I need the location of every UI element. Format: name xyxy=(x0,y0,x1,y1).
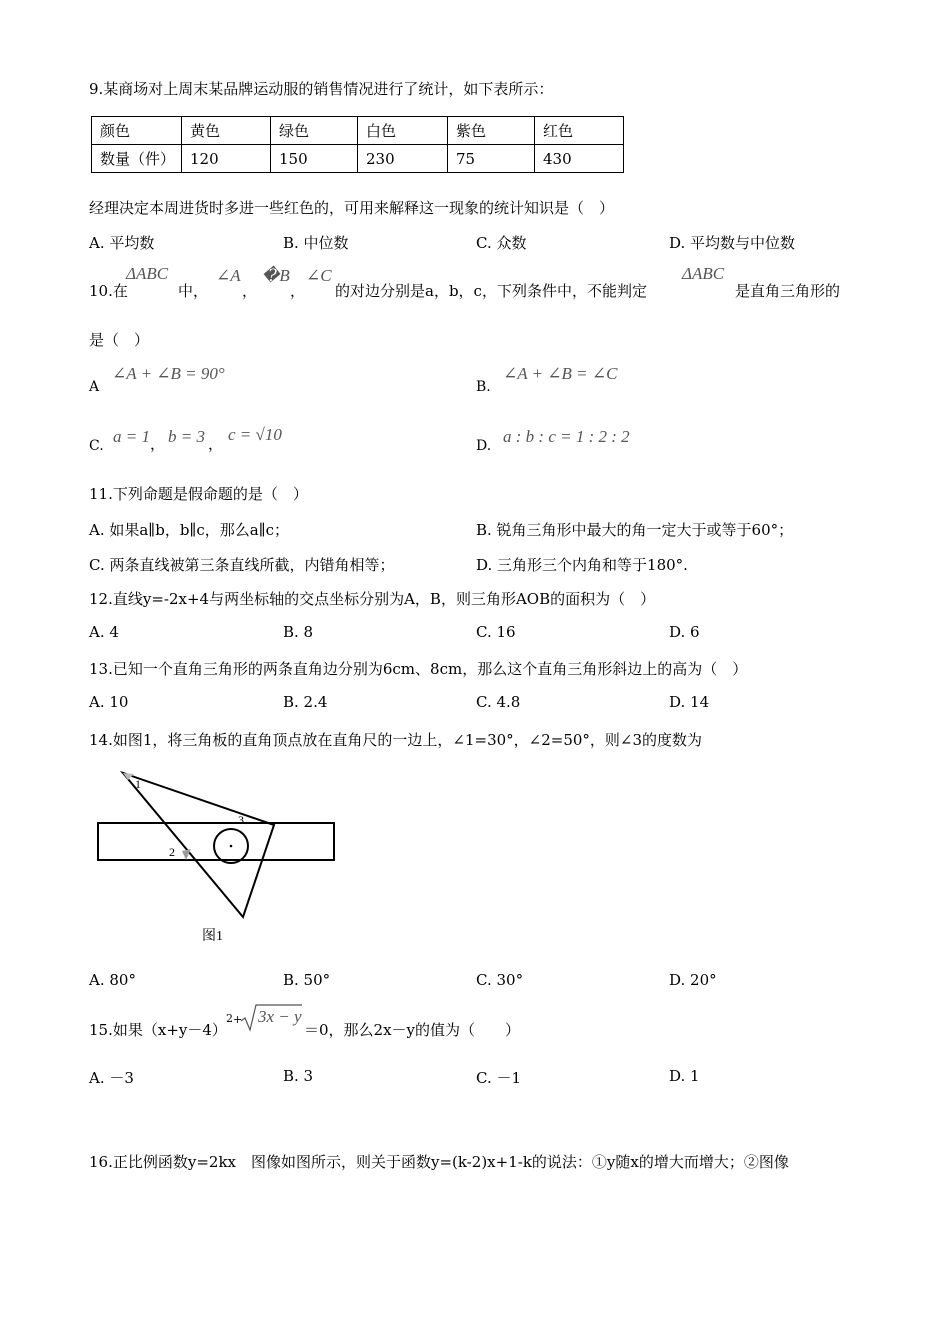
q10-text: ， xyxy=(290,282,306,300)
q11-option-c: C. 两条直线被第三条直线所截，内错角相等； xyxy=(89,556,395,574)
q13-option-d: D. 14 xyxy=(669,693,710,711)
q11-option-a: A. 如果a∥b，b∥c，那么a∥c； xyxy=(89,521,290,539)
label-3: 3 xyxy=(238,813,244,827)
q16-stem: 16.正比例函数y=2kx 图像如图所示，则关于函数y=(k-2)x+1-k的说法：①y随x的增大而增大；②图像 xyxy=(89,1153,789,1171)
table-cell: 230 xyxy=(358,145,448,173)
q10-option-d-math: a : b : c = 1 : 2 : 2 xyxy=(503,427,630,446)
q10-triangle-1: ΔABC xyxy=(126,264,169,283)
q11-option-d: D. 三角形三个内角和等于180°. xyxy=(476,556,688,574)
table-row xyxy=(92,145,624,173)
q14-option-c: C. 30° xyxy=(476,971,524,989)
q15-radicand: 3x − y xyxy=(258,1007,302,1026)
q9-option-c: C. 众数 xyxy=(476,234,527,252)
q10-line2: 是（ ） xyxy=(89,331,150,349)
table-cell: 黄色 xyxy=(182,117,271,145)
q13-option-a: A. 10 xyxy=(89,693,129,711)
q11-stem: 11.下列命题是假命题的是（ ） xyxy=(89,485,308,503)
q12-option-c: C. 16 xyxy=(476,623,516,641)
table-cell: 颜色 xyxy=(92,117,182,145)
table-cell: 430 xyxy=(535,145,624,173)
q10-option-c-label: C. xyxy=(89,438,104,454)
q10-text: 的对边分别是a，b，c，下列条件中，不能判定 xyxy=(335,282,647,300)
q10-angle-b: �B xyxy=(262,266,290,285)
q12-option-d: D. 6 xyxy=(669,623,700,641)
q9-option-a: A. 平均数 xyxy=(89,234,155,252)
q15-text: 15.如果（x+y－4） xyxy=(89,1021,227,1039)
triangle-plate xyxy=(123,773,274,917)
q15-plus: + xyxy=(233,1013,243,1026)
q10-option-c-a: a = 1 xyxy=(113,427,150,446)
q14-option-a: A. 80° xyxy=(89,971,136,989)
q11-option-b: B. 锐角三角形中最大的角一定大于或等于60°； xyxy=(476,521,794,539)
q15-text: ＝0，那么2x－y的值为（ ） xyxy=(304,1021,521,1039)
q9-option-b: B. 中位数 xyxy=(283,234,349,252)
q9-question: 经理决定本周进货时多进一些红色的，可用来解释这一现象的统计知识是（ ） xyxy=(89,199,615,217)
q13-stem: 13.已知一个直角三角形的两条直角边分别为6cm、8cm，那么这个直角三角形斜边上的高为（ ） xyxy=(89,660,748,678)
q9-stem: 9.某商场对上周末某品牌运动服的销售情况进行了统计，如下表所示： xyxy=(89,80,554,98)
q14-option-b: B. 50° xyxy=(283,971,331,989)
q10-option-b-math: ∠A + ∠B = ∠C xyxy=(503,364,618,383)
q10-angle-a: ∠A xyxy=(216,266,241,285)
q9-option-d: D. 平均数与中位数 xyxy=(669,234,796,252)
q10-angle-c: ∠C xyxy=(306,266,332,285)
label-2: 2 xyxy=(169,845,175,859)
q12-stem: 12.直线y=-2x+4与两坐标轴的交点坐标分别为A，B，则三角形AOB的面积为（ ） xyxy=(89,590,656,608)
q10-option-d-label: D. xyxy=(476,438,492,454)
figure-1 xyxy=(90,765,350,950)
q13-option-b: B. 2.4 xyxy=(283,693,328,711)
q12-option-b: B. 8 xyxy=(283,623,314,641)
table-cell: 红色 xyxy=(535,117,624,145)
table-cell: 紫色 xyxy=(448,117,535,145)
q15-option-d: D. 1 xyxy=(669,1067,700,1085)
q10-option-c-sep: ， xyxy=(150,435,166,453)
table-cell: 120 xyxy=(182,145,271,173)
hole-center xyxy=(230,845,233,848)
table-cell: 数量（件） xyxy=(92,145,182,173)
q13-option-c: C. 4.8 xyxy=(476,693,521,711)
table-cell: 绿色 xyxy=(271,117,358,145)
q10-option-c-b: b = 3 xyxy=(168,427,205,446)
q12-option-a: A. 4 xyxy=(89,623,119,641)
q10-text: ， xyxy=(242,282,258,300)
q14-stem: 14.如图1，将三角板的直角顶点放在直角尺的一边上，∠1=30°，∠2=50°，则∠3的度数为 xyxy=(89,731,703,749)
q10-option-b-label: B. xyxy=(476,379,491,395)
q10-text: 中， xyxy=(178,282,209,300)
q15-option-c: C. －1 xyxy=(476,1069,522,1087)
sales-table xyxy=(91,116,624,173)
q14-option-d: D. 20° xyxy=(669,971,717,989)
table-row xyxy=(92,117,624,145)
q10-option-a-math: ∠A + ∠B = 90° xyxy=(112,364,225,383)
q15-option-a: A. －3 xyxy=(89,1069,134,1087)
q10-option-c-sep: ， xyxy=(208,435,224,453)
q10-text: 是直角三角形的 xyxy=(735,282,841,300)
q10-triangle-2: ΔABC xyxy=(682,264,725,283)
figure-caption: 图1 xyxy=(202,929,223,944)
table-cell: 150 xyxy=(271,145,358,173)
label-1: 1 xyxy=(135,777,141,791)
q15-option-b: B. 3 xyxy=(283,1067,314,1085)
q10-option-a-label: A xyxy=(89,379,100,395)
table-cell: 75 xyxy=(448,145,535,173)
q10-number: 10.在 xyxy=(89,282,128,300)
table-cell: 白色 xyxy=(358,117,448,145)
q10-option-c-c: c = √10 xyxy=(228,425,282,444)
q15-superscript: 2 xyxy=(226,1012,233,1025)
